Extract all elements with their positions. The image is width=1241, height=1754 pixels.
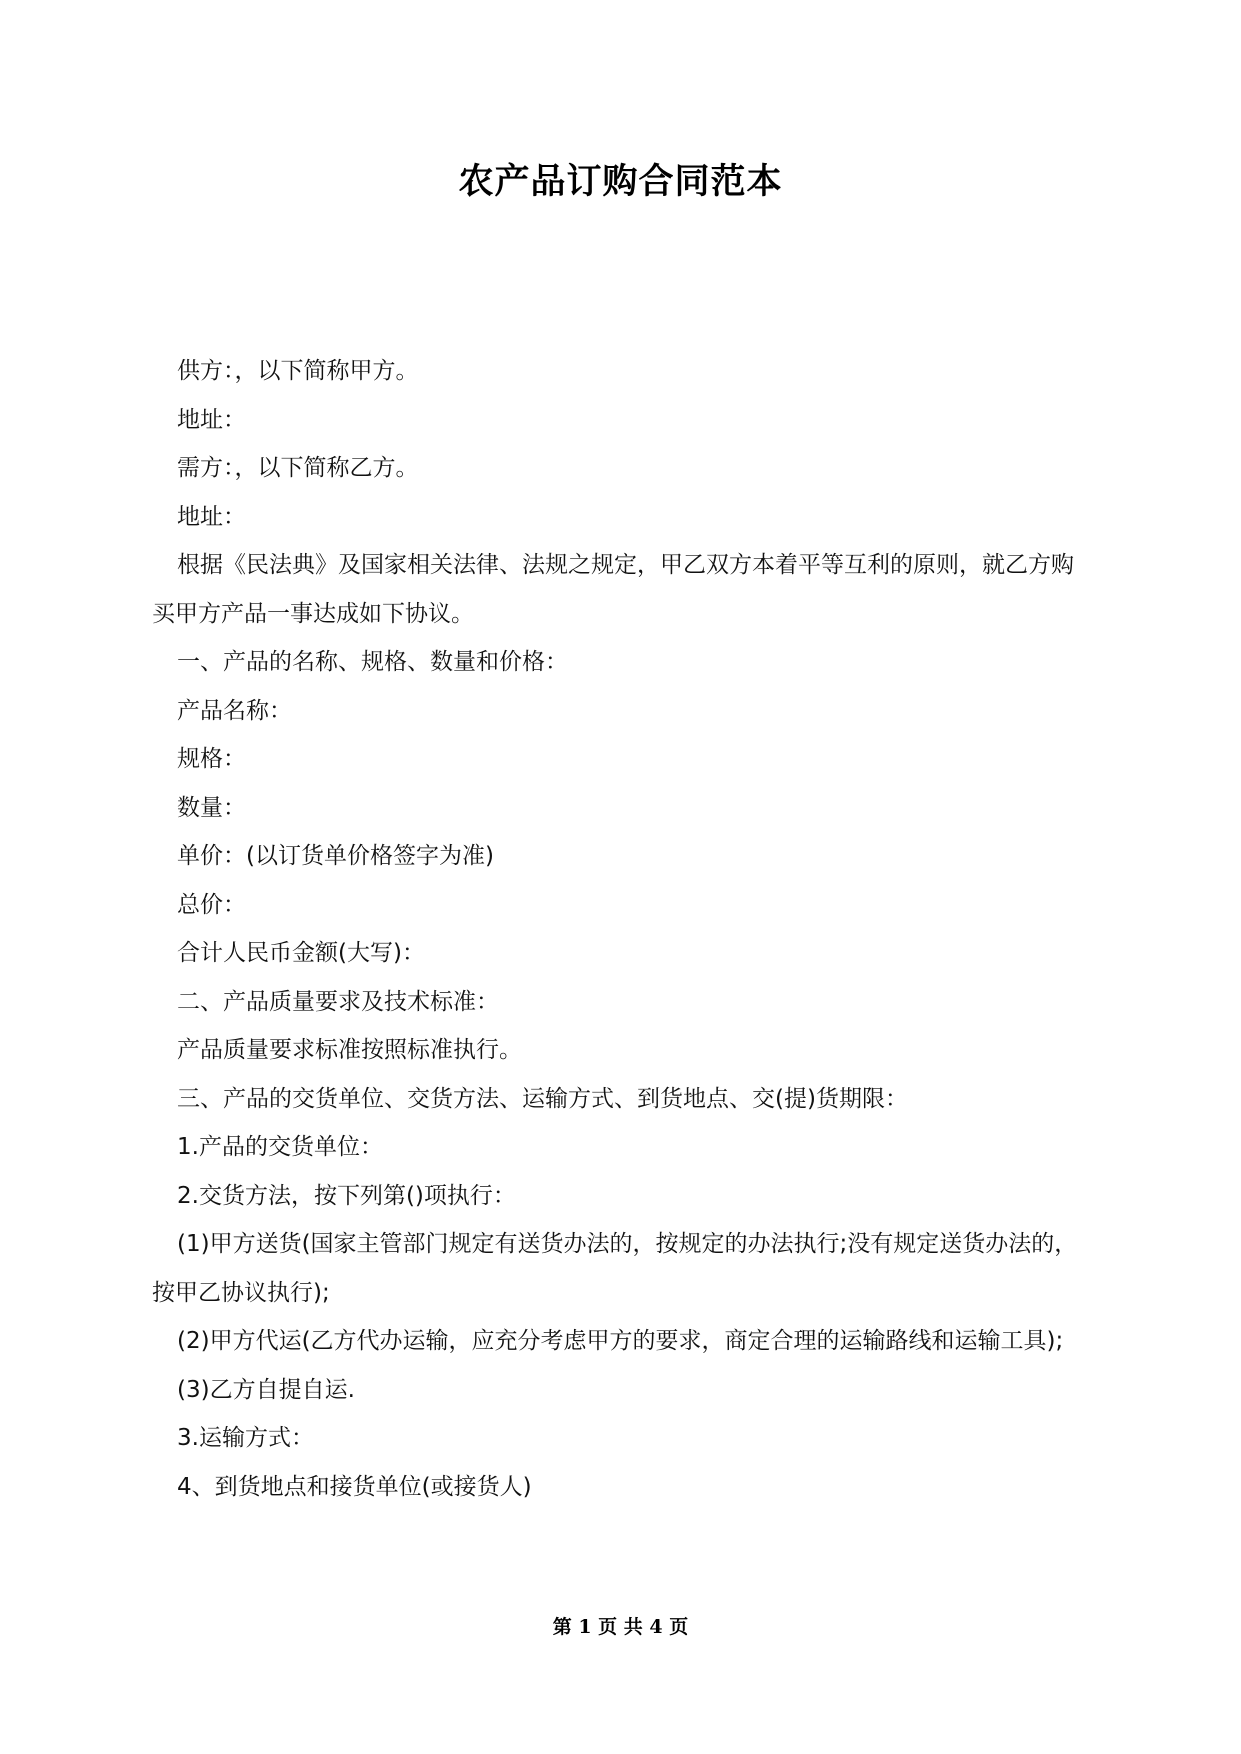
section-heading-3: 三、产品的交货单位、交货方法、运输方式、到货地点、交(提)货期限： bbox=[177, 1085, 908, 1112]
paragraph-product-name: 产品名称： bbox=[177, 697, 292, 724]
document-title: 农产品订购合同范本 bbox=[458, 162, 783, 202]
paragraph-unit-price: 单价：(以订货单价格签字为准) bbox=[177, 843, 494, 869]
paragraph-spec: 规格： bbox=[177, 746, 246, 772]
list-item-option-3: (3)乙方自提自运. bbox=[177, 1376, 355, 1403]
list-item-destination: 4、到货地点和接货单位(或接货人) bbox=[177, 1473, 532, 1500]
section-heading-1: 一、产品的名称、规格、数量和价格： bbox=[177, 649, 568, 675]
paragraph-quantity: 数量： bbox=[177, 794, 246, 821]
section-heading-2: 二、产品质量要求及技术标准： bbox=[177, 988, 499, 1015]
list-item-option-1: (1)甲方送货(国家主管部门规定有送货办法的，按规定的办法执行;没有规定送货办法的，按甲乙协议执行); bbox=[152, 1231, 1078, 1306]
list-item-transport-method: 3.运输方式： bbox=[177, 1425, 314, 1451]
paragraph-supplier: 供方：，以下简称甲方。 bbox=[177, 358, 419, 384]
list-item-delivery-unit: 1.产品的交货单位： bbox=[177, 1134, 383, 1160]
list-item-option-2: (2)甲方代运(乙方代办运输，应充分考虑甲方的要求，商定合理的运输路线和运输工具); bbox=[177, 1328, 1064, 1354]
document-body bbox=[152, 347, 1087, 1511]
paragraph-quality-standard: 产品质量要求标准按照标准执行。 bbox=[177, 1037, 522, 1063]
page-footer: 第 1 页 共 4 页 bbox=[552, 1616, 689, 1638]
paragraph-total-price: 总价： bbox=[177, 891, 246, 918]
list-item-delivery-method: 2.交货方法，按下列第()项执行： bbox=[177, 1182, 516, 1209]
paragraph-buyer: 需方：，以下简称乙方。 bbox=[177, 455, 419, 481]
paragraph-preamble: 根据《民法典》及国家相关法律、法规之规定，甲乙双方本着平等互利的原则，就乙方购买甲方产品一事达成如下协议。 bbox=[152, 552, 1074, 627]
paragraph-total-rmb: 合计人民币金额(大写)： bbox=[177, 940, 425, 966]
paragraph-supplier-address: 地址： bbox=[177, 406, 246, 433]
paragraph-buyer-address: 地址： bbox=[177, 503, 246, 530]
